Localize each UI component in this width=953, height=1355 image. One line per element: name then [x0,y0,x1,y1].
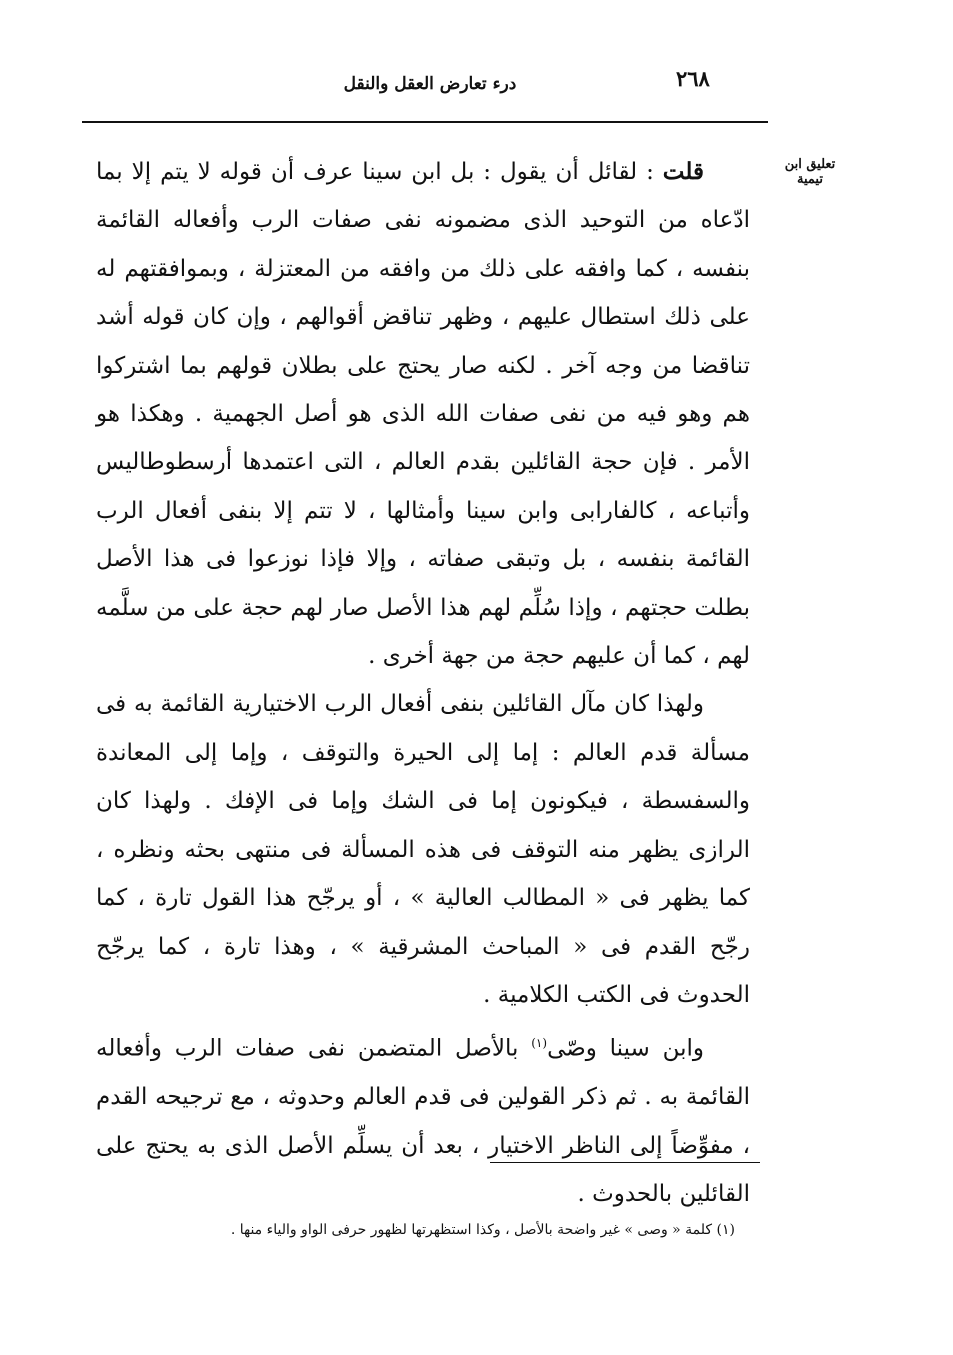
margin-note: تعليق ابن تيمية [784,157,836,187]
page-number: ٢٦٨ [676,66,710,91]
paragraph-3 [96,1019,750,1218]
footnote: (١) كلمة « وصى » غير واضحة بالأصل ، وكذا استظهرتها لظهور حرفى الواو والياء منها . [230,1222,735,1238]
footnote-rule [490,1162,760,1163]
running-title: درء تعارض العقل والنقل [343,74,517,94]
main-text [96,148,750,1219]
paragraph-2: ولهذا كان مآل القائلين بنفى أفعال الرب الاختيارية القائمة به فى مسألة قدم العالم : إما إلى الحيرة والتوقف ، وإما إلى المعاندة والسفسطة ، فيكونون إما فى الشك وإما فى الإفك . ولهذا كان الرازى يظهر منه التوقف فى هذه المسألة فى منتهى بحثه ونظره ، كما يظهر فى « المطالب العالية » ، أو يرجّح هذا القول تارة ، كما رجّح القدم فى « المباحث المشرقية » ، وهذا تارة ، كما يرجّح الحدوث فى الكتب الكلامية . [96,691,750,1008]
header-rule [82,121,768,123]
paragraph-1-text: : لقائل أن يقول : بل ابن سينا عرف أن قوله لا يتم إلا بما ادّعاه من التوحيد الذى مضمونه نفى صفات الرب وأفعاله القائمة بنفسه ، كما وافقه على ذلك من وافقه من المعتزلة ، وبموافقتهم له على ذلك استطال عليهم ، وظهر تناقض أقوالهم ، وإن كان قوله أشد تناقضا من وجه آخر . لكنه صار يحتج على بطلان قولهم بما اشتركوا هم وهو فيه من نفى صفات الله الذى هو أصل الجهمية . وهكذا هو الأمر . فإن حجة القائلين بقدم العالم ، التى اعتمدها أرسطوطاليس وأتباعه ، كالفارابى وابن سينا وأمثالها ، لا تتم إلا بنفى أفعال الرب القائمة بنفسه ، بل وتبقى صفاته ، وإلا فإذا نوزعوا فى هذا الأصل بطلت حجتهم ، وإذا سُلِّم لهم هذا الأصل صار لهم حجة على من سلَّمه لهم ، كما أن عليهم حجة من جهة أخرى . [96,159,750,670]
paragraph-3-start: وابن سينا وصّى [547,1035,704,1062]
paragraph-1 [96,148,750,680]
lead-word: قلت [662,158,704,185]
paragraph-3-rest: بالأصل المتضمن نفى صفات الرب وأفعاله القائمة به . ثم ذكر القولين فى قدم العالم وحدوثه ، مع ترجيحه القدم ، مفوِّضاً إلى الناظر الاختيار ، بعد أن يسلِّم الأصل الذى به يحتج على القائلين بالحدوث . [96,1035,750,1208]
footnote-marker: (١) [531,1036,548,1051]
